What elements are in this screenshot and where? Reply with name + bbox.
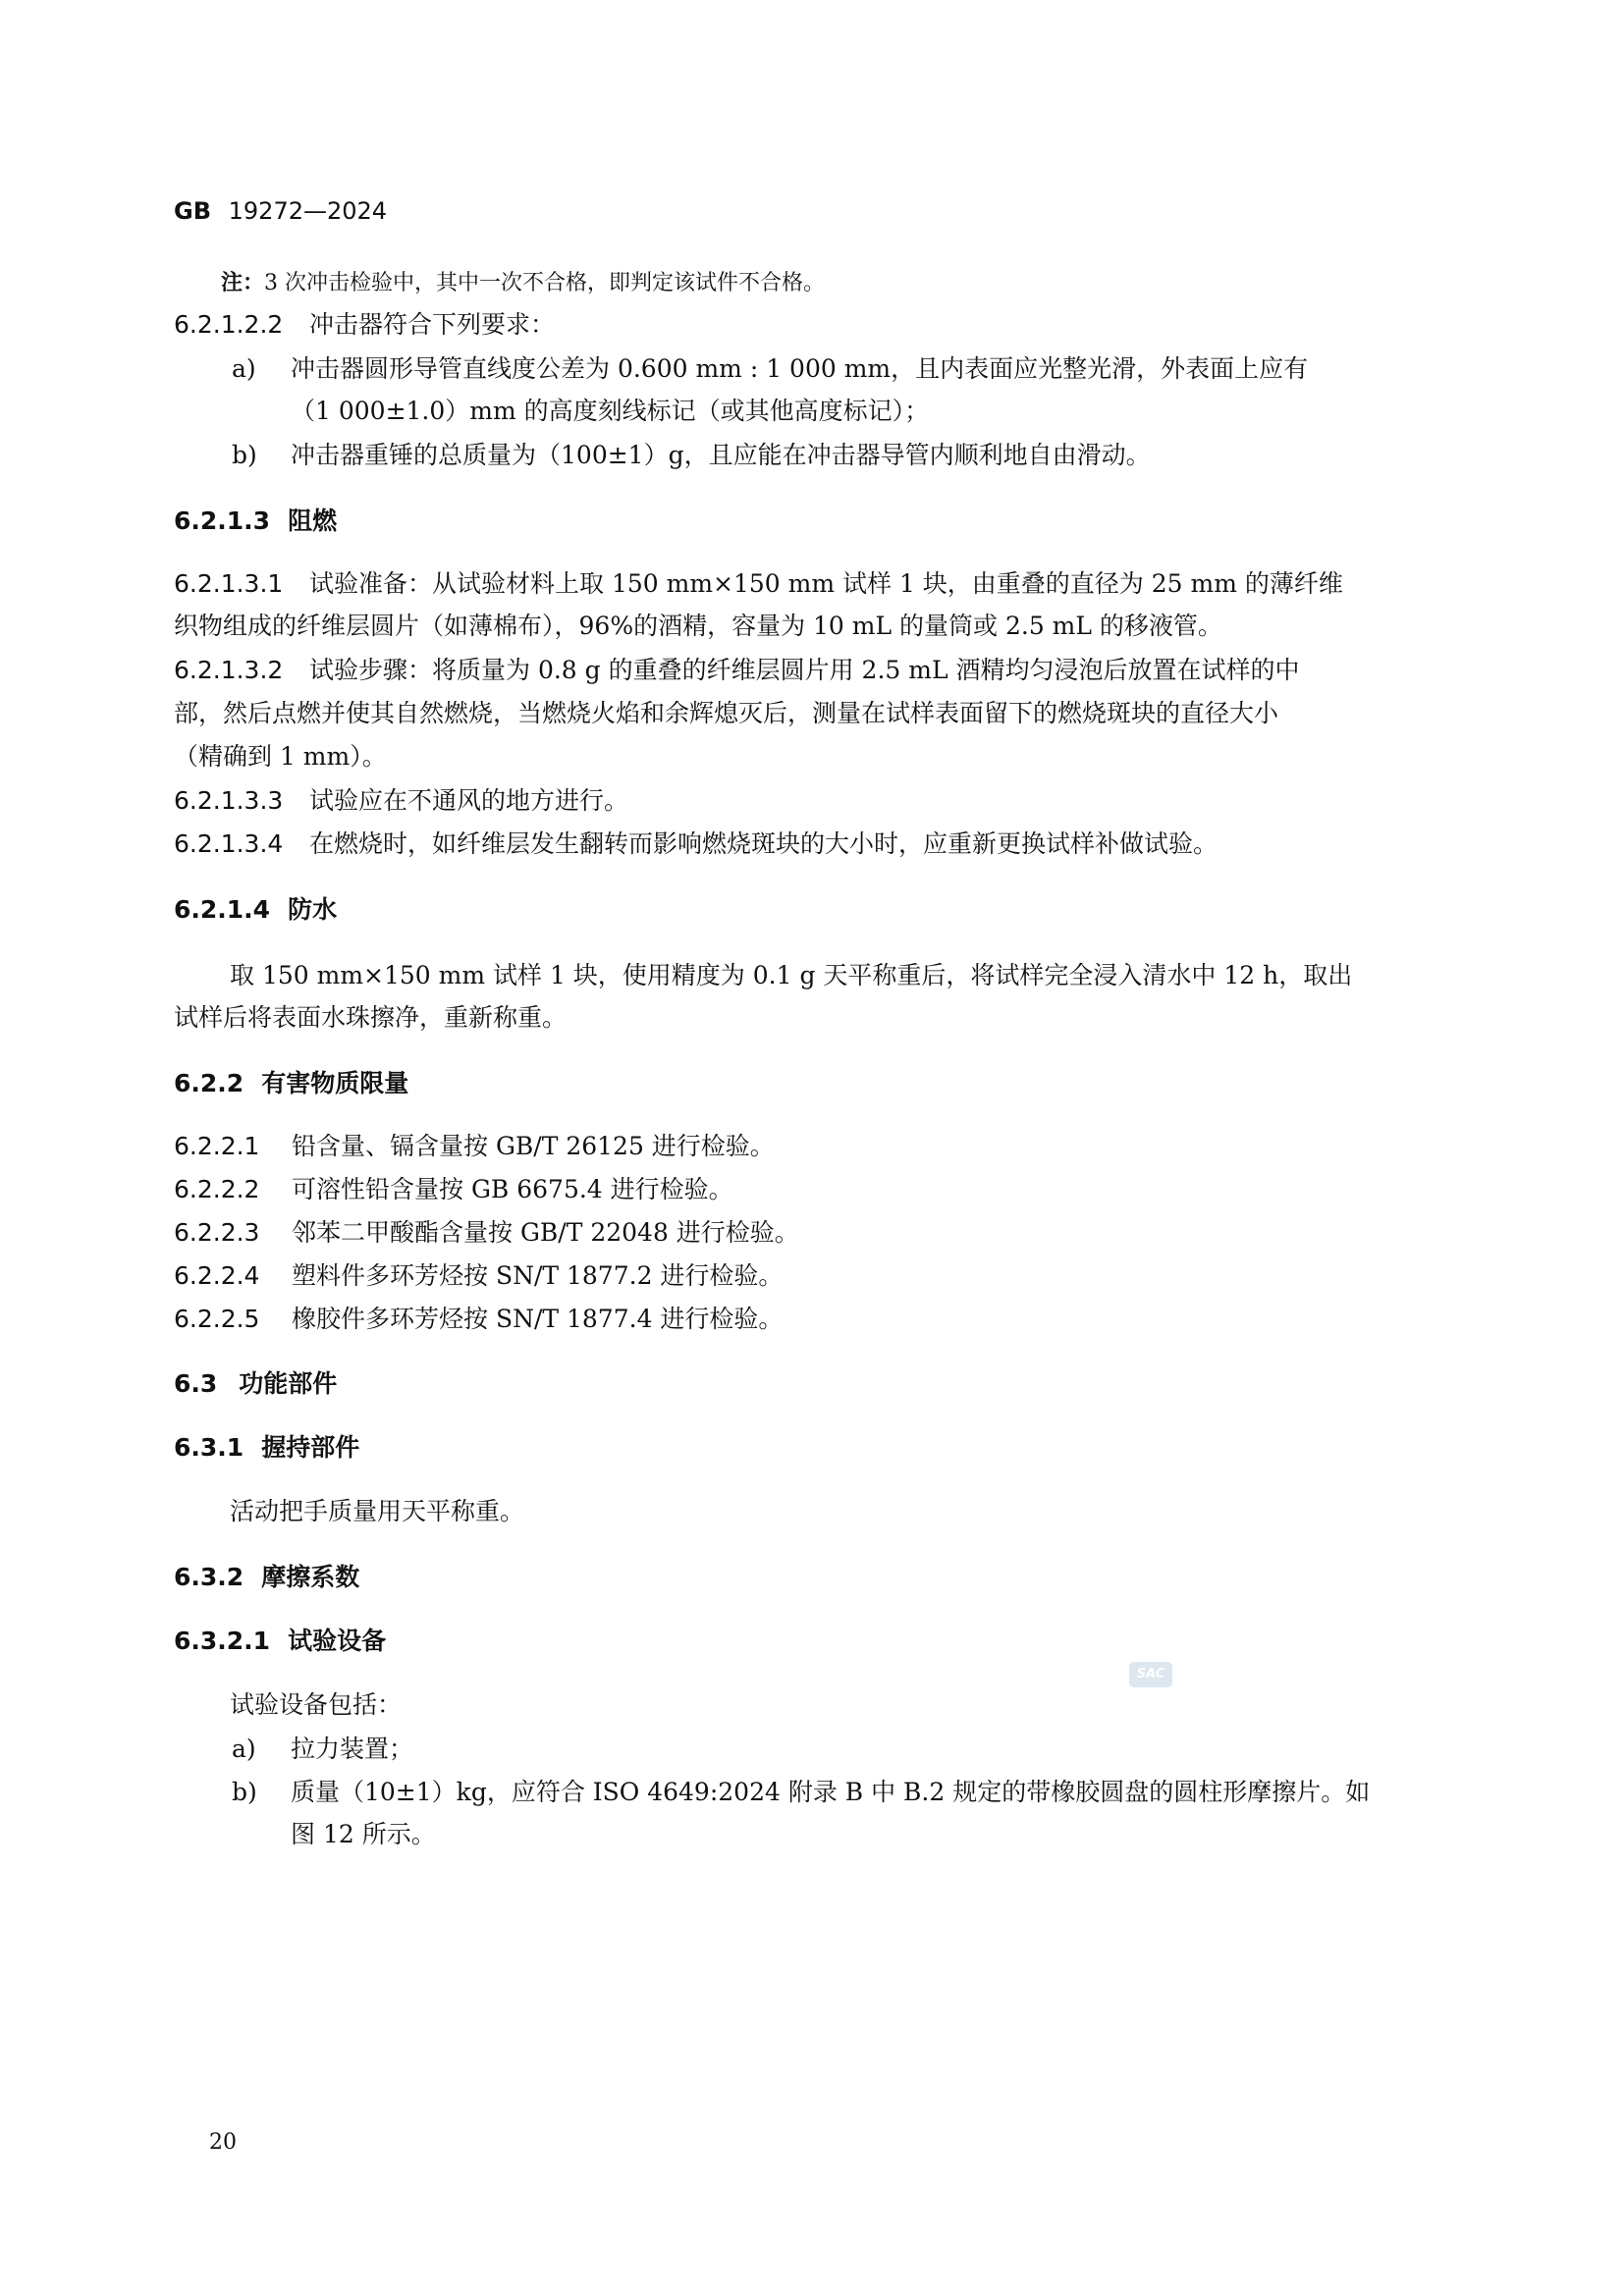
paragraph-text: 取 150 mm×150 mm 试样 1 块，使用精度为 0.1 g 天平称重后，将试样完全浸入清水中 12 h，取出 bbox=[230, 961, 1353, 989]
clause-text: 塑料件多环芳烃按 SN/T 1877.2 进行检验。 bbox=[292, 1261, 784, 1290]
clause-text: （精确到 1 mm）。 bbox=[174, 742, 387, 771]
heading-6-3-1 bbox=[174, 1431, 359, 1465]
clause-6-2-2-3 bbox=[174, 1216, 799, 1250]
list-item-b bbox=[232, 439, 1151, 472]
note bbox=[221, 267, 825, 300]
equipment-item-b bbox=[232, 1776, 1370, 1809]
clause-number: 6.2.2.3 bbox=[174, 1218, 260, 1247]
clause-6-2-1-3-2-cont2 bbox=[174, 740, 387, 774]
clause-number: 6.2.2.4 bbox=[174, 1261, 260, 1290]
heading-6-2-1-4 bbox=[174, 893, 337, 927]
clause-number: 6.2.2.2 bbox=[174, 1175, 260, 1203]
clause-number: 6.2.2.1 bbox=[174, 1132, 260, 1160]
list-item-a-cont bbox=[291, 395, 929, 428]
clause-6-2-2-4 bbox=[174, 1259, 783, 1293]
clause-6-2-1-3-3 bbox=[174, 784, 628, 818]
standard-code: GB bbox=[174, 197, 211, 225]
clause-6-2-1-3-1-cont bbox=[174, 610, 1222, 643]
clause-number: 6.2.1.3.3 bbox=[174, 786, 284, 815]
heading-number: 6.3.2 bbox=[174, 1563, 244, 1591]
heading-6-3 bbox=[174, 1367, 337, 1401]
list-marker: b) bbox=[232, 1778, 257, 1806]
clause-6-2-1-2-2 bbox=[174, 308, 555, 342]
heading-6-2-2 bbox=[174, 1067, 408, 1100]
paragraph-text: 活动把手质量用天平称重。 bbox=[230, 1497, 525, 1525]
paragraph-6-2-1-4 bbox=[230, 959, 1352, 992]
heading-number: 6.3.1 bbox=[174, 1433, 244, 1462]
note-text: 3 次冲击检验中，其中一次不合格，即判定该试件不合格。 bbox=[264, 271, 826, 295]
list-text: 冲击器圆形导管直线度公差为 0.600 mm : 1 000 mm，且内表面应光整光滑，外表面上应有 bbox=[291, 354, 1309, 383]
list-text: 图 12 所示。 bbox=[291, 1820, 436, 1848]
heading-number: 6.2.1.3 bbox=[174, 507, 271, 535]
equipment-item-a bbox=[232, 1733, 413, 1766]
heading-6-3-2-1 bbox=[174, 1625, 386, 1658]
list-text: 拉力装置； bbox=[291, 1735, 414, 1763]
clause-text: 铅含量、镉含量按 GB/T 26125 进行检验。 bbox=[292, 1132, 775, 1160]
list-marker: b) bbox=[232, 441, 257, 469]
paragraph-6-3-2-1 bbox=[230, 1688, 402, 1722]
paragraph-6-2-1-4-cont bbox=[174, 1001, 567, 1035]
clause-6-2-2-2 bbox=[174, 1173, 733, 1206]
standard-number: 19272—2024 bbox=[228, 197, 388, 225]
list-marker: a) bbox=[232, 1735, 256, 1763]
clause-text: 试验应在不通风的地方进行。 bbox=[309, 786, 629, 815]
list-text: 质量（10±1）kg，应符合 ISO 4649:2024 附录 B 中 B.2 规定的带橡胶圆盘的圆柱形摩擦片。如 bbox=[291, 1778, 1371, 1806]
clause-number: 6.2.1.3.4 bbox=[174, 829, 284, 858]
paragraph-text: 试验设备包括： bbox=[230, 1690, 403, 1719]
clause-6-2-2-5 bbox=[174, 1303, 783, 1336]
heading-number: 6.2.1.4 bbox=[174, 895, 271, 924]
clause-6-2-1-3-2-cont1 bbox=[174, 697, 1278, 730]
clause-text: 在燃烧时，如纤维层发生翻转而影响燃烧斑块的大小时，应重新更换试样补做试验。 bbox=[309, 829, 1218, 858]
clause-text: 织物组成的纤维层圆片（如薄棉布），96%的酒精，容量为 10 mL 的量筒或 2.5 mL 的移液管。 bbox=[174, 612, 1222, 640]
heading-number: 6.3 bbox=[174, 1369, 218, 1398]
clause-text: 试验步骤：将质量为 0.8 g 的重叠的纤维层圆片用 2.5 mL 酒精均匀浸泡后放置在试样的中 bbox=[309, 656, 1300, 684]
clause-6-2-1-3-4 bbox=[174, 828, 1218, 861]
heading-6-3-2 bbox=[174, 1561, 359, 1594]
heading-title: 试验设备 bbox=[288, 1627, 387, 1655]
sac-watermark-logo: SAC bbox=[1129, 1662, 1172, 1687]
list-text: （1 000±1.0）mm 的高度刻线标记（或其他高度标记）； bbox=[291, 397, 930, 425]
clause-6-2-2-1 bbox=[174, 1130, 775, 1163]
heading-title: 握持部件 bbox=[261, 1433, 360, 1462]
clause-text: 橡胶件多环芳烃按 SN/T 1877.4 进行检验。 bbox=[292, 1305, 784, 1333]
clause-text: 冲击器符合下列要求： bbox=[309, 310, 556, 339]
heading-number: 6.2.2 bbox=[174, 1069, 244, 1097]
paragraph-6-3-1 bbox=[230, 1495, 524, 1528]
equipment-item-b-cont bbox=[291, 1818, 436, 1851]
clause-text: 邻苯二甲酸酯含量按 GB/T 22048 进行检验。 bbox=[292, 1218, 799, 1247]
heading-number: 6.3.2.1 bbox=[174, 1627, 271, 1655]
note-label: 注： bbox=[221, 271, 265, 295]
list-marker: a) bbox=[232, 354, 256, 383]
paragraph-text: 试样后将表面水珠擦净，重新称重。 bbox=[174, 1003, 568, 1032]
heading-title: 摩擦系数 bbox=[261, 1563, 360, 1591]
clause-6-2-1-3-1 bbox=[174, 567, 1343, 601]
heading-title: 功能部件 bbox=[239, 1369, 338, 1398]
clause-number: 6.2.1.3.1 bbox=[174, 569, 284, 598]
page-number: 20 bbox=[209, 2130, 237, 2155]
heading-title: 有害物质限量 bbox=[261, 1069, 409, 1097]
clause-text: 试验准备：从试验材料上取 150 mm×150 mm 试样 1 块，由重叠的直径为 25 mm 的薄纤维 bbox=[309, 569, 1343, 598]
clause-number: 6.2.1.3.2 bbox=[174, 656, 284, 684]
document-header bbox=[174, 194, 387, 228]
clause-text: 可溶性铅含量按 GB 6675.4 进行检验。 bbox=[292, 1175, 733, 1203]
clause-number: 6.2.1.2.2 bbox=[174, 310, 284, 339]
list-item-a bbox=[232, 352, 1308, 386]
list-text: 冲击器重锤的总质量为（100±1）g，且应能在冲击器导管内顺利地自由滑动。 bbox=[291, 441, 1151, 469]
heading-title: 防水 bbox=[288, 895, 338, 924]
clause-text: 部，然后点燃并使其自然燃烧，当燃烧火焰和余辉熄灭后，测量在试样表面留下的燃烧斑块的直径大小 bbox=[174, 699, 1279, 727]
clause-number: 6.2.2.5 bbox=[174, 1305, 260, 1333]
clause-6-2-1-3-2 bbox=[174, 654, 1300, 687]
heading-title: 阻燃 bbox=[288, 507, 338, 535]
heading-6-2-1-3 bbox=[174, 505, 337, 538]
